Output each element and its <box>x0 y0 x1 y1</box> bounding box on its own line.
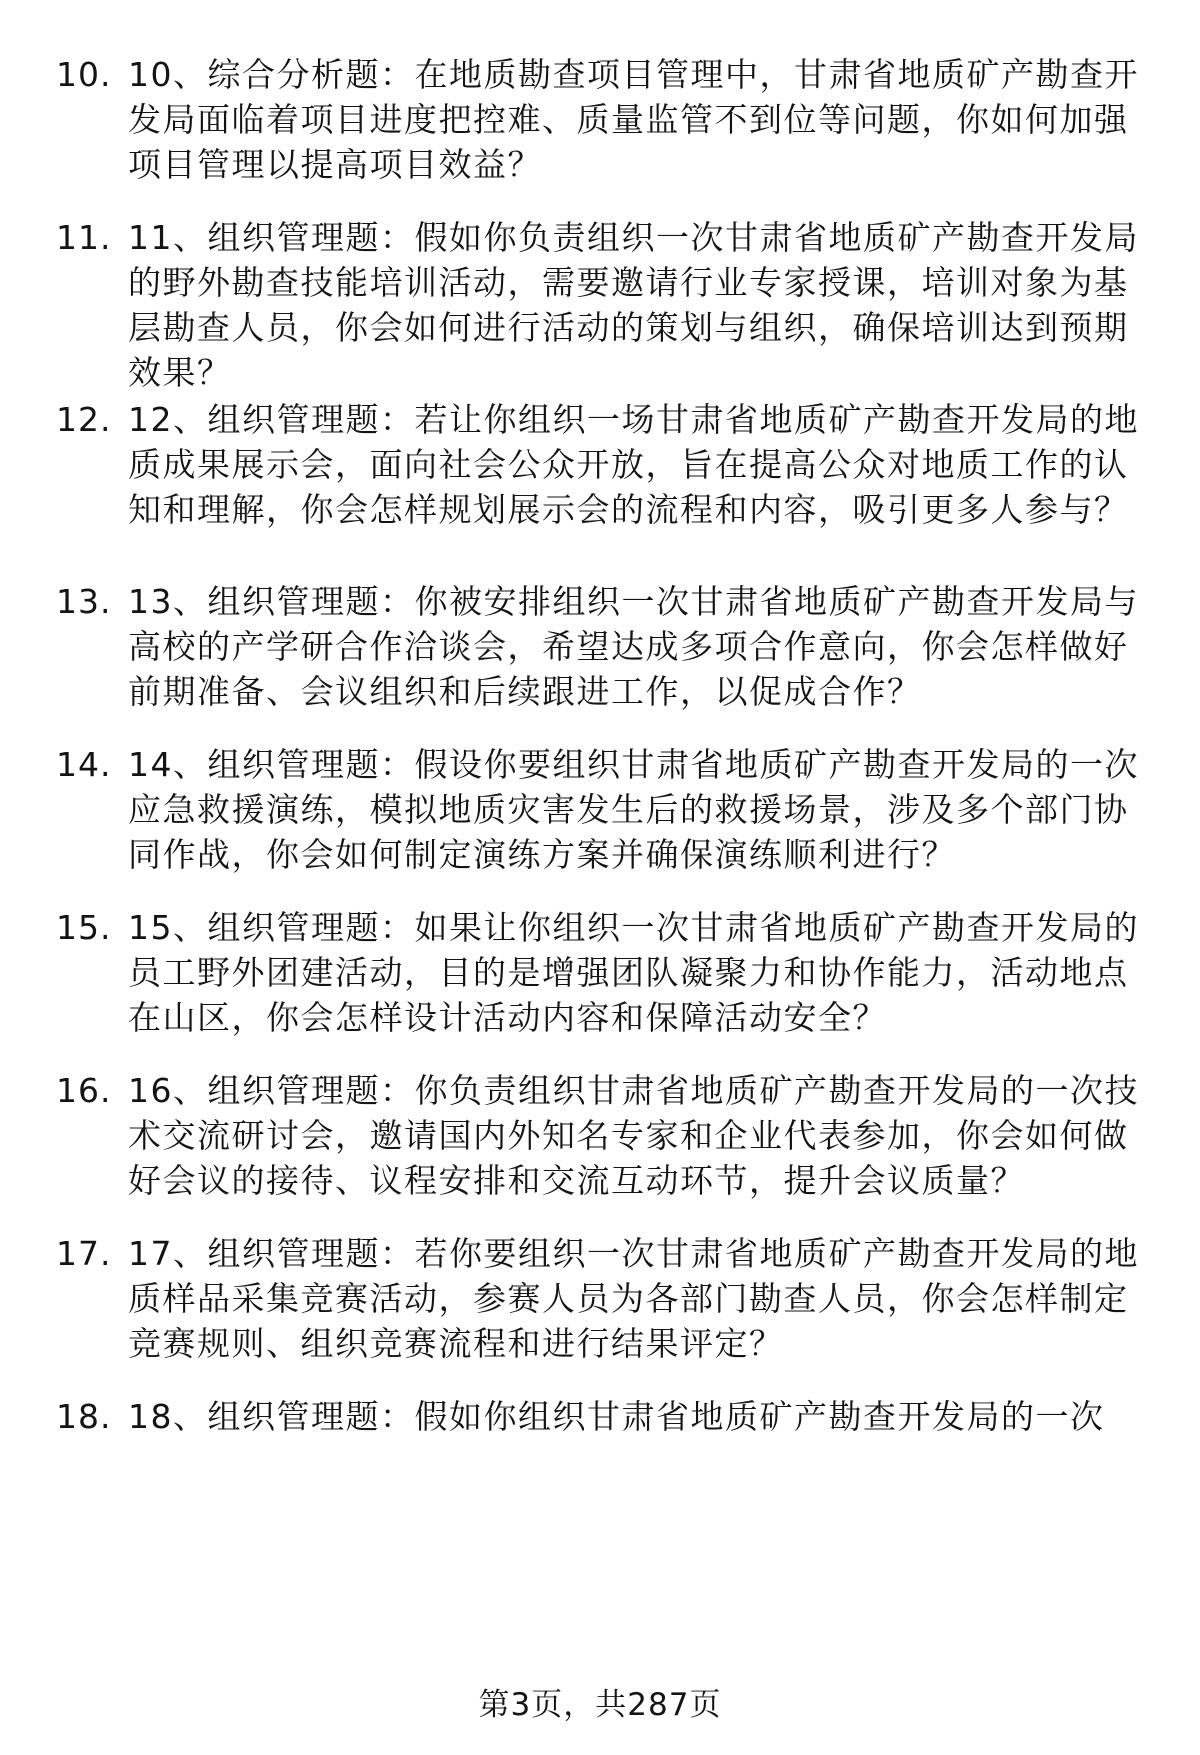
question-text: 16、组织管理题：你负责组织甘肃省地质矿产勘查开发局的一次技术交流研讨会，邀请国内外知名专家和企业代表参加，你会如何做好会议的接待、议程安排和交流互动环节，提升会议质量？ <box>128 1071 1139 1200</box>
question-item <box>0 579 1200 742</box>
question-text: 17、组织管理题：若你要组织一次甘肃省地质矿产勘查开发局的地质样品采集竞赛活动，参赛人员为各部门勘查人员，你会怎样制定竞赛规则、组织竞赛流程和进行结果评定？ <box>128 1234 1139 1363</box>
question-item <box>0 52 1200 215</box>
question-item <box>0 1068 1200 1231</box>
question-item <box>0 742 1200 905</box>
question-item <box>0 1231 1200 1394</box>
question-list <box>0 52 1200 1474</box>
question-number: 14. <box>56 745 112 784</box>
question-number: 15. <box>56 908 112 947</box>
question-item <box>0 905 1200 1068</box>
page-number-footer: 第3页，共287页 <box>478 1687 722 1723</box>
question-number: 18. <box>56 1397 112 1436</box>
question-text: 14、组织管理题：假设你要组织甘肃省地质矿产勘查开发局的一次应急救援演练，模拟地质灾害发生后的救援场景，涉及多个部门协同作战，你会如何制定演练方案并确保演练顺利进行？ <box>128 745 1139 874</box>
question-item <box>0 215 1200 397</box>
question-number: 12. <box>56 400 112 439</box>
question-item <box>0 1394 1200 1474</box>
question-number: 11. <box>56 218 112 257</box>
question-number: 10. <box>56 55 112 94</box>
question-text: 15、组织管理题：如果让你组织一次甘肃省地质矿产勘查开发局的员工野外团建活动，目的是增强团队凝聚力和协作能力，活动地点在山区，你会怎样设计活动内容和保障活动安全？ <box>128 908 1139 1037</box>
question-text: 10、综合分析题：在地质勘查项目管理中，甘肃省地质矿产勘查开发局面临着项目进度把控难、质量监管不到位等问题，你如何加强项目管理以提高项目效益？ <box>128 55 1139 184</box>
question-text: 18、组织管理题：假如你组织甘肃省地质矿产勘查开发局的一次 <box>128 1397 1105 1436</box>
question-text: 12、组织管理题：若让你组织一场甘肃省地质矿产勘查开发局的地质成果展示会，面向社会公众开放，旨在提高公众对地质工作的认知和理解，你会怎样规划展示会的流程和内容，吸引更多人参与？ <box>128 400 1139 529</box>
question-number: 16. <box>56 1071 112 1110</box>
question-text: 11、组织管理题：假如你负责组织一次甘肃省地质矿产勘查开发局的野外勘查技能培训活动，需要邀请行业专家授课，培训对象为基层勘查人员，你会如何进行活动的策划与组织，确保培训达到预期效果？ <box>128 218 1139 392</box>
question-number: 13. <box>56 582 112 621</box>
question-item <box>0 397 1200 579</box>
question-number: 17. <box>56 1234 112 1273</box>
question-text: 13、组织管理题：你被安排组织一次甘肃省地质矿产勘查开发局与高校的产学研合作洽谈会，希望达成多项合作意向，你会怎样做好前期准备、会议组织和后续跟进工作，以促成合作？ <box>128 582 1139 711</box>
